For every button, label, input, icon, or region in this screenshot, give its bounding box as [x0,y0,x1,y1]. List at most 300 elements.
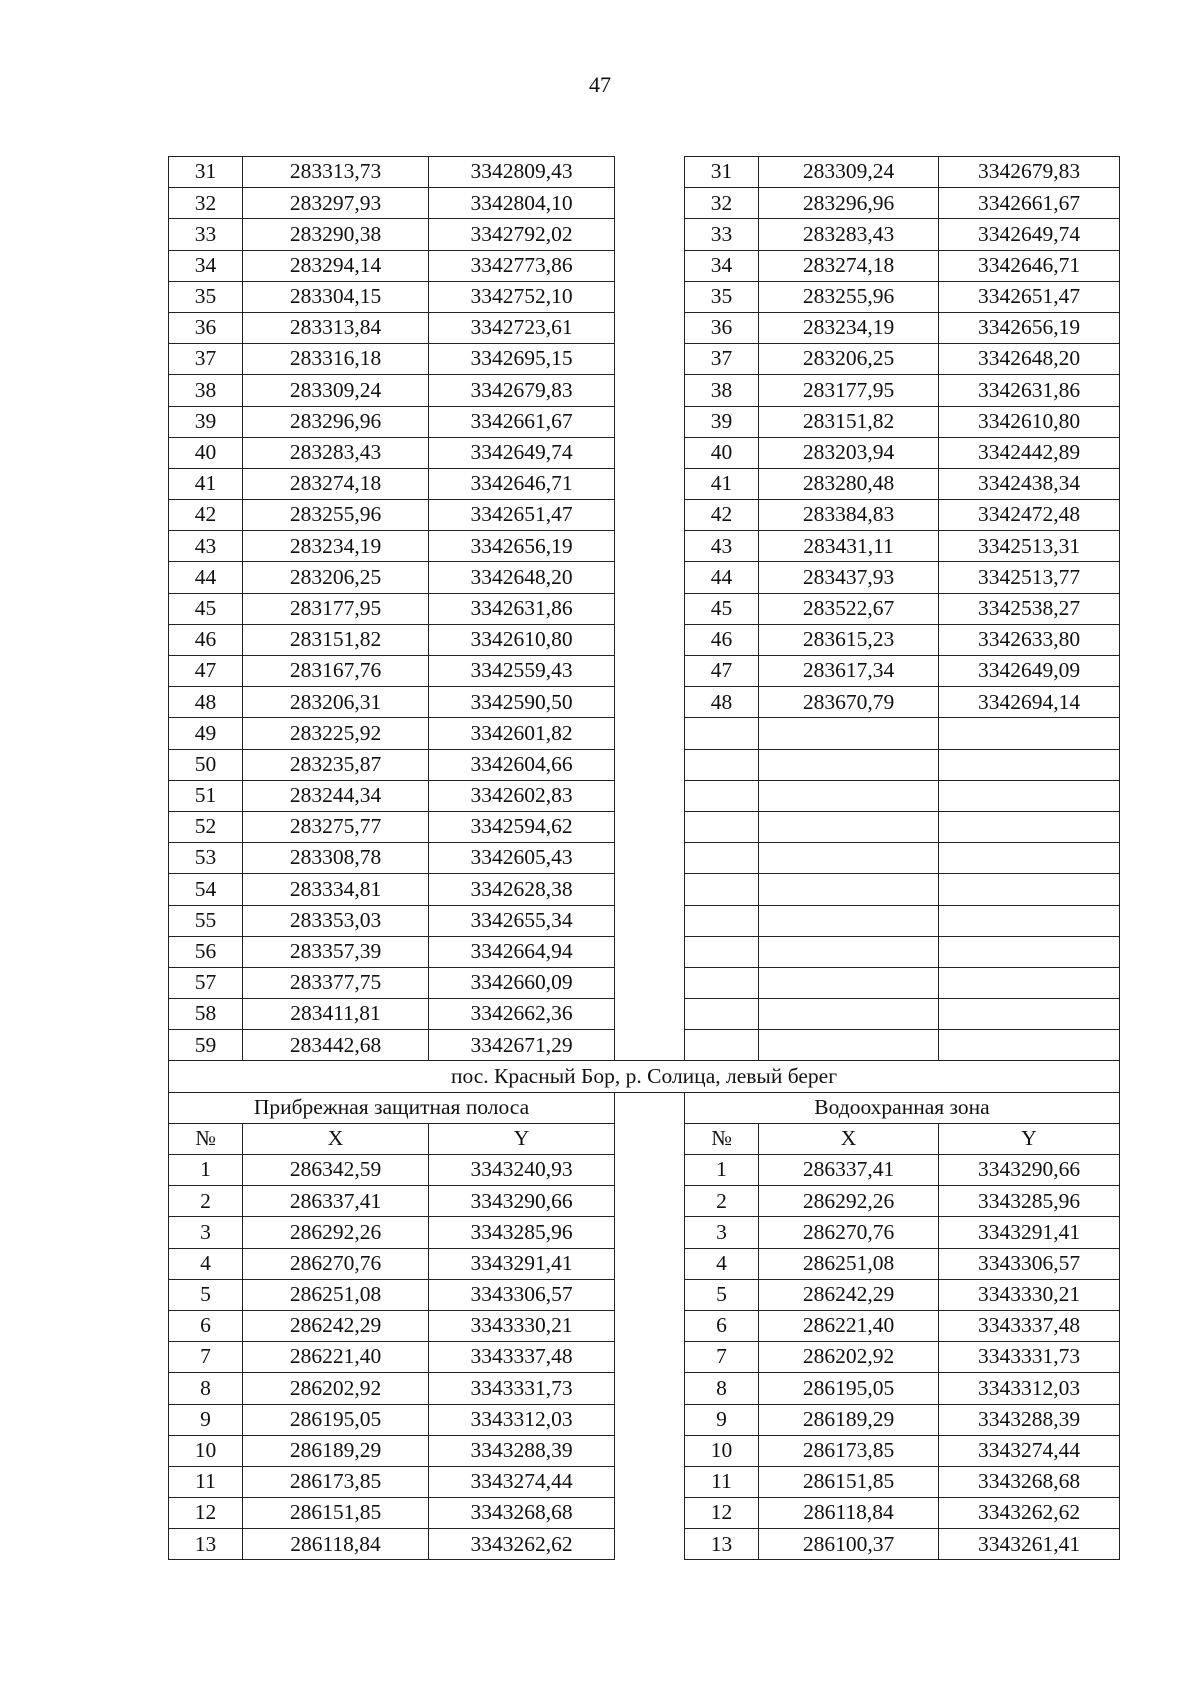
y-cell: 3342604,66 [429,749,615,780]
x-cell: 286173,85 [759,1435,939,1466]
y-cell: 3342438,34 [939,468,1120,499]
x-cell: 286202,92 [243,1373,429,1404]
y-header: Y [939,1123,1120,1154]
y-cell: 3342752,10 [429,281,615,312]
y-cell: 3342773,86 [429,250,615,281]
y-header: Y [429,1123,615,1154]
table-row [169,811,1120,842]
empty-cell [759,749,939,780]
x-cell: 283255,96 [759,281,939,312]
table-row [169,406,1120,437]
x-cell: 283225,92 [243,718,429,749]
y-cell: 3342671,29 [429,1030,615,1061]
number-cell: 6 [685,1310,759,1341]
y-cell: 3343262,62 [939,1498,1120,1529]
table-row [169,1498,1120,1529]
gap-cell [615,967,685,998]
gap-cell [615,1186,685,1217]
number-cell: 54 [169,874,243,905]
y-cell: 3342590,50 [429,687,615,718]
empty-cell [685,967,759,998]
number-cell: 59 [169,1030,243,1061]
gap-cell [615,749,685,780]
table-row [169,780,1120,811]
number-cell: 38 [169,375,243,406]
table-row [169,1466,1120,1497]
x-cell: 283151,82 [759,406,939,437]
y-cell: 3342651,47 [429,500,615,531]
table-row [169,1186,1120,1217]
gap-cell [615,375,685,406]
empty-cell [685,718,759,749]
gap-cell [615,1342,685,1373]
empty-cell [685,936,759,967]
number-cell: 53 [169,843,243,874]
table-row [169,375,1120,406]
y-cell: 3342655,34 [429,905,615,936]
empty-cell [685,1030,759,1061]
x-cell: 286151,85 [759,1466,939,1497]
y-cell: 3343268,68 [939,1466,1120,1497]
gap-cell [615,437,685,468]
number-cell: 36 [685,312,759,343]
x-cell: 283206,31 [243,687,429,718]
section-title: пос. Красный Бор, р. Солица, левый берег [169,1061,1120,1092]
number-cell: 46 [685,624,759,655]
empty-cell [759,718,939,749]
x-cell: 283294,14 [243,250,429,281]
table-row [169,437,1120,468]
x-cell: 283357,39 [243,936,429,967]
number-cell: 39 [169,406,243,437]
number-cell: 34 [169,250,243,281]
y-cell: 3342648,20 [429,562,615,593]
gap-cell [615,999,685,1030]
y-cell: 3343306,57 [429,1279,615,1310]
number-cell: 36 [169,312,243,343]
y-cell: 3342648,20 [939,344,1120,375]
gap-cell [615,281,685,312]
empty-cell [939,749,1120,780]
number-cell: 13 [169,1529,243,1560]
table-row [169,749,1120,780]
gap-cell [615,1155,685,1186]
number-cell: 41 [169,468,243,499]
number-cell: 1 [685,1155,759,1186]
number-cell: 45 [685,593,759,624]
y-cell: 3343268,68 [429,1498,615,1529]
x-cell: 283177,95 [243,593,429,624]
y-cell: 3342594,62 [429,811,615,842]
x-cell: 283431,11 [759,531,939,562]
number-cell: 33 [685,219,759,250]
y-cell: 3342472,48 [939,500,1120,531]
x-cell: 286337,41 [243,1186,429,1217]
number-cell: 3 [685,1217,759,1248]
gap-cell [615,500,685,531]
number-cell: 7 [685,1342,759,1373]
number-cell: 38 [685,375,759,406]
number-cell: 12 [169,1498,243,1529]
table-row [169,936,1120,967]
x-cell: 283234,19 [759,312,939,343]
x-cell: 286242,29 [759,1279,939,1310]
x-cell: 283309,24 [243,375,429,406]
empty-cell [759,936,939,967]
x-cell: 286221,40 [243,1342,429,1373]
y-cell: 3343288,39 [429,1435,615,1466]
empty-cell [685,999,759,1030]
y-cell: 3342656,19 [939,312,1120,343]
gap-cell [615,1498,685,1529]
empty-cell [759,905,939,936]
x-cell: 283316,18 [243,344,429,375]
number-cell: 10 [685,1435,759,1466]
y-cell: 3343337,48 [429,1342,615,1373]
x-cell: 283206,25 [243,562,429,593]
number-cell: 57 [169,967,243,998]
number-cell: 51 [169,780,243,811]
y-cell: 3342679,83 [939,157,1120,188]
y-cell: 3343337,48 [939,1310,1120,1341]
table-row [169,905,1120,936]
y-cell: 3342513,31 [939,531,1120,562]
y-cell: 3342649,74 [939,219,1120,250]
x-cell: 286221,40 [759,1310,939,1341]
table-row [169,500,1120,531]
y-cell: 3342631,86 [429,593,615,624]
number-cell: 49 [169,718,243,749]
number-cell: 3 [169,1217,243,1248]
table-row [169,1373,1120,1404]
header-row [169,1123,1120,1154]
x-cell: 286189,29 [759,1404,939,1435]
gap-cell [615,188,685,219]
page-number: 47 [589,72,611,97]
x-cell: 286337,41 [759,1155,939,1186]
x-cell: 286292,26 [243,1217,429,1248]
coordinates-table [168,156,1120,1560]
table-row [169,281,1120,312]
empty-cell [939,874,1120,905]
y-cell: 3342649,74 [429,437,615,468]
gap-cell [615,468,685,499]
number-cell: 2 [685,1186,759,1217]
x-cell: 283442,68 [243,1030,429,1061]
number-cell: 40 [685,437,759,468]
x-cell: 283384,83 [759,500,939,531]
empty-cell [939,811,1120,842]
x-cell: 283377,75 [243,967,429,998]
number-cell: 9 [685,1404,759,1435]
number-cell: 44 [685,562,759,593]
table-row [169,843,1120,874]
table-row [169,1217,1120,1248]
table-row [169,562,1120,593]
gap-cell [615,157,685,188]
number-cell: 9 [169,1404,243,1435]
number-cell: 37 [169,344,243,375]
number-cell: 7 [169,1342,243,1373]
number-cell: 44 [169,562,243,593]
y-cell: 3342660,09 [429,967,615,998]
gap-cell [615,843,685,874]
x-cell: 286151,85 [243,1498,429,1529]
y-cell: 3342661,67 [939,188,1120,219]
table-row [169,999,1120,1030]
y-cell: 3342649,09 [939,656,1120,687]
x-cell: 286189,29 [243,1435,429,1466]
gap-cell [615,1404,685,1435]
gap-cell [615,1310,685,1341]
number-cell: 39 [685,406,759,437]
gap-cell [615,1030,685,1061]
number-cell: 31 [685,157,759,188]
y-cell: 3343288,39 [939,1404,1120,1435]
gap-cell [615,1373,685,1404]
x-cell: 283206,25 [759,344,939,375]
table-row [169,593,1120,624]
x-cell: 283670,79 [759,687,939,718]
empty-cell [939,843,1120,874]
empty-cell [685,843,759,874]
y-cell: 3343290,66 [939,1155,1120,1186]
gap-cell [615,905,685,936]
empty-cell [759,999,939,1030]
table-row [169,1310,1120,1341]
x-cell: 283274,18 [759,250,939,281]
x-cell: 283255,96 [243,500,429,531]
x-cell: 283437,93 [759,562,939,593]
y-cell: 3342601,82 [429,718,615,749]
number-cell: 41 [685,468,759,499]
y-cell: 3343240,93 [429,1155,615,1186]
y-cell: 3342538,27 [939,593,1120,624]
x-cell: 283244,34 [243,780,429,811]
y-cell: 3342694,14 [939,687,1120,718]
gap-cell [615,250,685,281]
number-cell: 31 [169,157,243,188]
gap-cell [615,811,685,842]
y-cell: 3343306,57 [939,1248,1120,1279]
number-cell: 33 [169,219,243,250]
table-row [169,967,1120,998]
right-table-title: Водоохранная зона [685,1092,1120,1123]
x-cell: 283234,19 [243,531,429,562]
gap-cell [615,780,685,811]
table-row [169,718,1120,749]
table-row [169,656,1120,687]
number-header: № [169,1123,243,1154]
x-cell: 286342,59 [243,1155,429,1186]
y-cell: 3342723,61 [429,312,615,343]
y-cell: 3343290,66 [429,1186,615,1217]
y-cell: 3343261,41 [939,1529,1120,1560]
table-row [169,1435,1120,1466]
x-cell: 283411,81 [243,999,429,1030]
x-cell: 286292,26 [759,1186,939,1217]
x-cell: 283297,93 [243,188,429,219]
table-row [169,1529,1120,1560]
gap-cell [615,562,685,593]
number-cell: 48 [685,687,759,718]
number-cell: 42 [169,500,243,531]
number-cell: 10 [169,1435,243,1466]
x-cell: 286195,05 [243,1404,429,1435]
x-cell: 283274,18 [243,468,429,499]
table-row [169,687,1120,718]
x-cell: 283275,77 [243,811,429,842]
y-cell: 3343291,41 [429,1248,615,1279]
x-cell: 283283,43 [759,219,939,250]
empty-cell [939,780,1120,811]
number-cell: 37 [685,344,759,375]
empty-cell [939,1030,1120,1061]
number-cell: 1 [169,1155,243,1186]
x-cell: 283296,96 [759,188,939,219]
gap-cell [615,531,685,562]
empty-cell [759,1030,939,1061]
empty-cell [759,874,939,905]
number-cell: 52 [169,811,243,842]
y-cell: 3343330,21 [429,1310,615,1341]
x-cell: 286270,76 [243,1248,429,1279]
y-cell: 3342646,71 [939,250,1120,281]
gap-cell [615,344,685,375]
number-cell: 32 [685,188,759,219]
gap-cell [615,1435,685,1466]
x-cell: 283290,38 [243,219,429,250]
x-cell: 283167,76 [243,656,429,687]
x-cell: 283280,48 [759,468,939,499]
y-cell: 3342656,19 [429,531,615,562]
y-cell: 3342602,83 [429,780,615,811]
number-cell: 40 [169,437,243,468]
number-cell: 8 [685,1373,759,1404]
y-cell: 3343291,41 [939,1217,1120,1248]
number-cell: 58 [169,999,243,1030]
x-cell: 286270,76 [759,1217,939,1248]
gap-cell [615,1279,685,1310]
x-cell: 283522,67 [759,593,939,624]
table-row [169,531,1120,562]
y-cell: 3342633,80 [939,624,1120,655]
y-cell: 3342664,94 [429,936,615,967]
number-cell: 4 [685,1248,759,1279]
number-cell: 5 [169,1279,243,1310]
number-cell: 2 [169,1186,243,1217]
gap-cell [615,1529,685,1560]
table-row [169,1030,1120,1061]
gap-cell [615,1466,685,1497]
y-cell: 3342610,80 [939,406,1120,437]
x-cell: 283353,03 [243,905,429,936]
y-cell: 3342661,67 [429,406,615,437]
x-cell: 286100,37 [759,1529,939,1560]
y-cell: 3343274,44 [429,1466,615,1497]
y-cell: 3342442,89 [939,437,1120,468]
number-cell: 47 [685,656,759,687]
x-cell: 286242,29 [243,1310,429,1341]
y-cell: 3343285,96 [429,1217,615,1248]
gap-cell [615,718,685,749]
x-cell: 283283,43 [243,437,429,468]
y-cell: 3343331,73 [939,1342,1120,1373]
empty-cell [685,874,759,905]
x-cell: 283309,24 [759,157,939,188]
table-row [169,219,1120,250]
y-cell: 3343312,03 [939,1373,1120,1404]
x-cell: 286173,85 [243,1466,429,1497]
number-cell: 43 [685,531,759,562]
table-row [169,468,1120,499]
number-cell: 50 [169,749,243,780]
number-cell: 35 [685,281,759,312]
empty-cell [759,967,939,998]
gap-cell [615,1123,685,1154]
number-cell: 4 [169,1248,243,1279]
number-cell: 55 [169,905,243,936]
y-cell: 3343285,96 [939,1186,1120,1217]
y-cell: 3342605,43 [429,843,615,874]
y-cell: 3343274,44 [939,1435,1120,1466]
gap-cell [615,219,685,250]
x-cell: 283296,96 [243,406,429,437]
number-cell: 32 [169,188,243,219]
x-cell: 283203,94 [759,437,939,468]
y-cell: 3342662,36 [429,999,615,1030]
y-cell: 3342559,43 [429,656,615,687]
gap-cell [615,1248,685,1279]
y-cell: 3343262,62 [429,1529,615,1560]
x-cell: 283313,73 [243,157,429,188]
table-row [169,1155,1120,1186]
empty-cell [939,718,1120,749]
y-cell: 3342695,15 [429,344,615,375]
empty-cell [939,936,1120,967]
empty-cell [685,905,759,936]
table-row [169,1248,1120,1279]
gap-cell [615,874,685,905]
table-row [169,874,1120,905]
gap-cell [615,406,685,437]
y-cell: 3342513,77 [939,562,1120,593]
y-cell: 3343331,73 [429,1373,615,1404]
number-cell: 56 [169,936,243,967]
y-cell: 3342651,47 [939,281,1120,312]
x-cell: 286251,08 [759,1248,939,1279]
table-row [169,1342,1120,1373]
empty-cell [759,780,939,811]
x-cell: 286202,92 [759,1342,939,1373]
empty-cell [685,749,759,780]
number-cell: 8 [169,1373,243,1404]
x-cell: 283304,15 [243,281,429,312]
y-cell: 3342610,80 [429,624,615,655]
table-row [169,250,1120,281]
x-header: X [243,1123,429,1154]
y-cell: 3342631,86 [939,375,1120,406]
section-row [169,1061,1120,1092]
empty-cell [685,811,759,842]
y-cell: 3343330,21 [939,1279,1120,1310]
gap-cell [615,936,685,967]
number-cell: 35 [169,281,243,312]
number-cell: 45 [169,593,243,624]
number-cell: 42 [685,500,759,531]
number-cell: 48 [169,687,243,718]
number-cell: 11 [685,1466,759,1497]
